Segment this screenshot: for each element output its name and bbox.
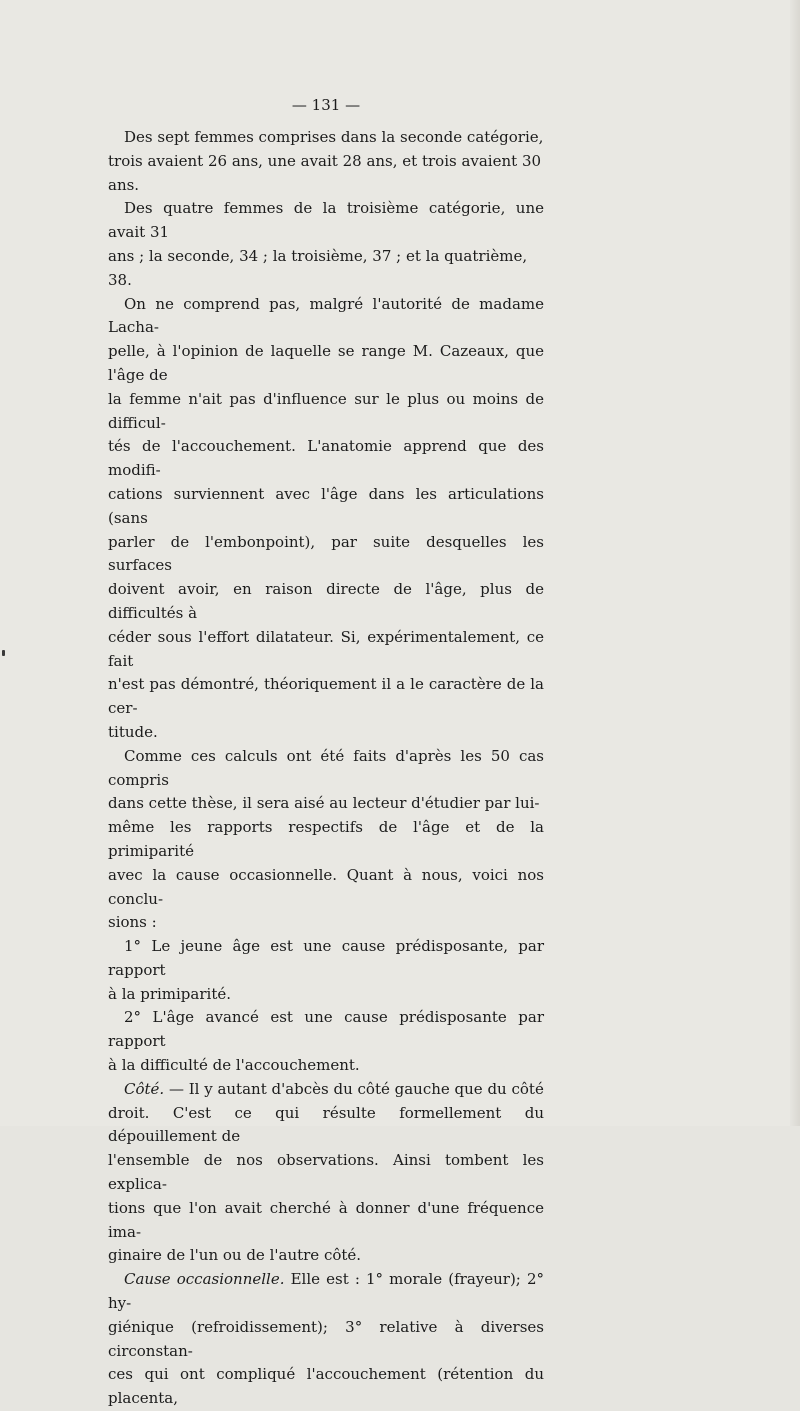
page-edge-shadow xyxy=(790,0,800,1126)
section-heading: Cause occasionnelle. xyxy=(124,1270,285,1289)
text-line: n'est pas démontré, théoriquement il a le caractère de la cer- xyxy=(108,675,544,718)
ink-speck xyxy=(2,650,5,656)
text-line: Comme ces calculs ont été faits d'après les 50 cas compris xyxy=(108,746,544,789)
text-line xyxy=(108,1078,544,1102)
section-heading: Côté. xyxy=(124,1079,165,1098)
text-line: ginaire de l'un ou de l'autre côté. xyxy=(108,1246,362,1265)
text-line: Des quatre femmes de la troisième catégorie, une avait 31 xyxy=(108,199,544,242)
page-number: — 131 — xyxy=(291,96,361,114)
text-line: doivent avoir, en raison directe de l'âge, plus de difficultés à xyxy=(108,580,544,622)
text-line: giénique (refroidissement); 3° relative à diverses circonstan- xyxy=(108,1317,544,1360)
paragraph xyxy=(108,1268,544,1411)
text-line: droit. C'est ce qui résulte formellement du dépouillement de xyxy=(108,1103,544,1146)
text-line: tions que l'on avait cherché à donner d'une fréquence ima- xyxy=(108,1198,544,1241)
text-line: sions : xyxy=(108,913,157,932)
text-line: On ne comprend pas, malgré l'autorité de madame Lacha- xyxy=(108,294,544,337)
text-line: 2° L'âge avancé est une cause prédisposante par rapport xyxy=(108,1008,544,1051)
text-line-rest: Elle est : 1° morale (frayeur); 2° hy- xyxy=(108,1270,544,1313)
text-line: même les rapports respectifs de l'âge et de la primiparité xyxy=(108,818,544,860)
text-line: ans ; la seconde, 34 ; la troisième, 37 ; et la quatrième, 38. xyxy=(108,246,528,289)
text-line: la femme n'ait pas d'influence sur le plus ou moins de difficul- xyxy=(108,389,544,432)
paragraph xyxy=(108,745,544,935)
text-line: avec la cause occasionnelle. Quant à nous, voici nos conclu- xyxy=(108,865,544,908)
text-line: Des sept femmes comprises dans la seconde catégorie, xyxy=(124,128,544,146)
text-line: parler de l'embonpoint), par suite desquelles les surfaces xyxy=(108,532,544,575)
paragraph xyxy=(108,126,544,197)
text-line: tés de l'accouchement. L'anatomie apprend que des modifi- xyxy=(108,437,544,480)
paragraph xyxy=(108,293,544,745)
text-line: trois avaient 26 ans, une avait 28 ans, et trois avaient 30 ans. xyxy=(108,151,542,194)
text-line: dans cette thèse, il sera aisé au lecteur d'étudier par lui- xyxy=(108,794,540,813)
paragraph xyxy=(108,1078,544,1268)
text-line: titude. xyxy=(108,722,158,741)
text-line: l'ensemble de nos observations. Ainsi tombent les explica- xyxy=(108,1151,544,1194)
text-line: 1° Le jeune âge est une cause prédisposante, par rapport xyxy=(108,937,544,979)
text-line-rest: — Il y autant d'abcès du côté gauche que du côté xyxy=(164,1079,544,1098)
text-line: à la primiparité. xyxy=(108,984,231,1003)
text-line xyxy=(108,1268,544,1316)
paragraph xyxy=(108,935,544,1006)
paragraph xyxy=(108,1006,544,1077)
paragraph xyxy=(108,197,544,292)
text-line: céder sous l'effort dilatateur. Si, expérimentalement, ce fait xyxy=(108,627,544,670)
text-line: à la difficulté de l'accouchement. xyxy=(108,1056,360,1075)
text-block xyxy=(108,92,544,1411)
text-line: cations surviennent avec l'âge dans les articulations (sans xyxy=(108,484,544,527)
text-line: ces qui ont compliqué l'accouchement (rétention du placenta, xyxy=(108,1365,544,1408)
text-line: pelle, à l'opinion de laquelle se range M. Cazeaux, que l'âge de xyxy=(108,342,544,384)
